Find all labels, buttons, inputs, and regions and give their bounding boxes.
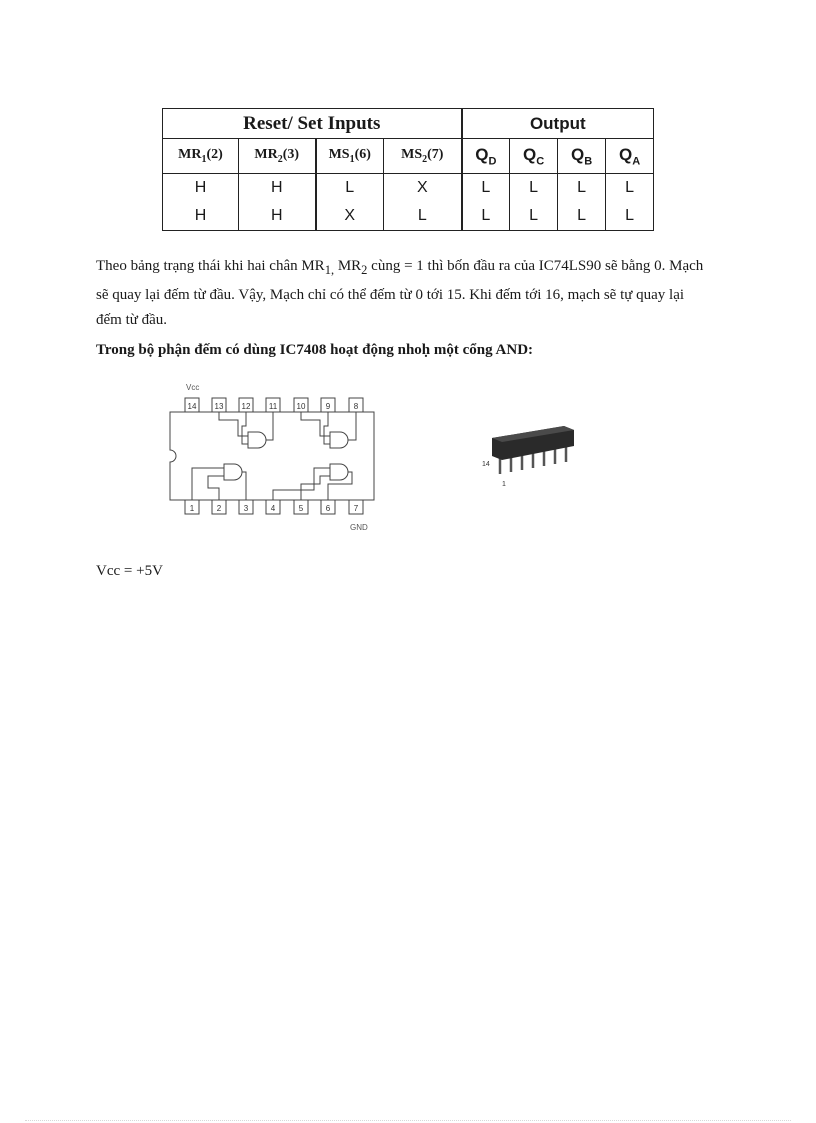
table-cell: L [606,202,654,231]
chip-body [170,412,374,500]
pin-number: 13 [214,402,224,411]
table-cell: L [558,202,606,231]
col-header-mr1: $MR_1(2)$ [163,139,239,174]
and-gate [248,432,266,448]
group-header-reset: Reset/ Set Inputs [163,109,462,139]
table-cell: L [558,174,606,203]
ic-chip-photo [478,418,588,493]
and-gate [330,464,348,480]
wire [348,412,356,440]
table-cell: L [606,174,654,203]
table-cell: H [239,202,316,231]
col-header-ms1: $MS_1(6)$ [316,139,384,174]
col-header-qa: $Q_A$ [606,139,654,174]
pin-number: 5 [298,504,304,513]
table-row [163,202,654,231]
pin-number: 7 [353,504,359,513]
pin-number: 3 [243,504,249,513]
wire [266,412,273,440]
table-cell: L [462,174,510,203]
section-heading: Trong bộ phận đếm có dùng IC7408 hoạt động nhoḥ một cổng AND: [96,342,534,358]
pin-number: 14 [187,402,197,411]
wire [301,476,330,500]
group-header-output: Output [462,109,654,139]
gnd-label: GND [350,523,368,532]
col-header-qb: $Q_B$ [558,139,606,174]
table-cell: L [510,202,558,231]
vcc-spec: Vcc = +5V [96,563,163,579]
wire [328,472,352,500]
pin-number: 8 [353,402,359,411]
pin-number: 9 [325,402,331,411]
and-gate [330,432,348,448]
table-cell: L [384,202,462,231]
description-paragraph: Theo bảng trạng thái khi hai chân $MR_{1,}$ $MR_2$ cùng = 1 thì bốn đầu ra của IC74LS90 sẽ bằng 0. Mạch sẽ quay lại đếm từ đầu. Vậy, Mạch chỉ có thể đếm từ 0 tới 15. Khi đếm tới 16, mạch sẽ tự quay lại đếm từ đầu. [96,258,704,328]
wire [219,412,248,436]
pin-number: 1 [189,504,195,513]
table-cell: H [163,174,239,203]
col-header-ms2: $MS_2(7)$ [384,139,462,174]
vcc-label: Vcc [186,383,200,392]
col-header-mr2: $MR_2(3)$ [239,139,316,174]
wire [242,412,248,444]
pin-number: 11 [268,402,278,411]
and-gate [224,464,242,480]
pin-number: 2 [216,504,222,513]
wire [208,476,224,500]
table-cell: L [462,202,510,231]
table-cell: L [316,174,384,203]
table-cell: H [163,202,239,231]
wire [301,412,330,436]
ic7408-pinout-diagram [164,380,384,535]
table-cell: X [384,174,462,203]
pin-number: 12 [241,402,251,411]
pin-number: 10 [296,402,306,411]
table-cell: L [510,174,558,203]
table-row [163,174,654,203]
chip-pin-14-label: 14 [482,461,490,468]
wire [324,412,330,444]
chip-pin-1-label: 1 [502,481,506,488]
table-cell: H [239,174,316,203]
table-cell: X [316,202,384,231]
col-header-qd: $Q_D$ [462,139,510,174]
col-header-qc: $Q_C$ [510,139,558,174]
pin-number: 6 [325,504,331,513]
truth-table [162,108,654,231]
wire [242,472,246,500]
page-bottom-rule [25,1120,791,1121]
pin-number: 4 [270,504,276,513]
